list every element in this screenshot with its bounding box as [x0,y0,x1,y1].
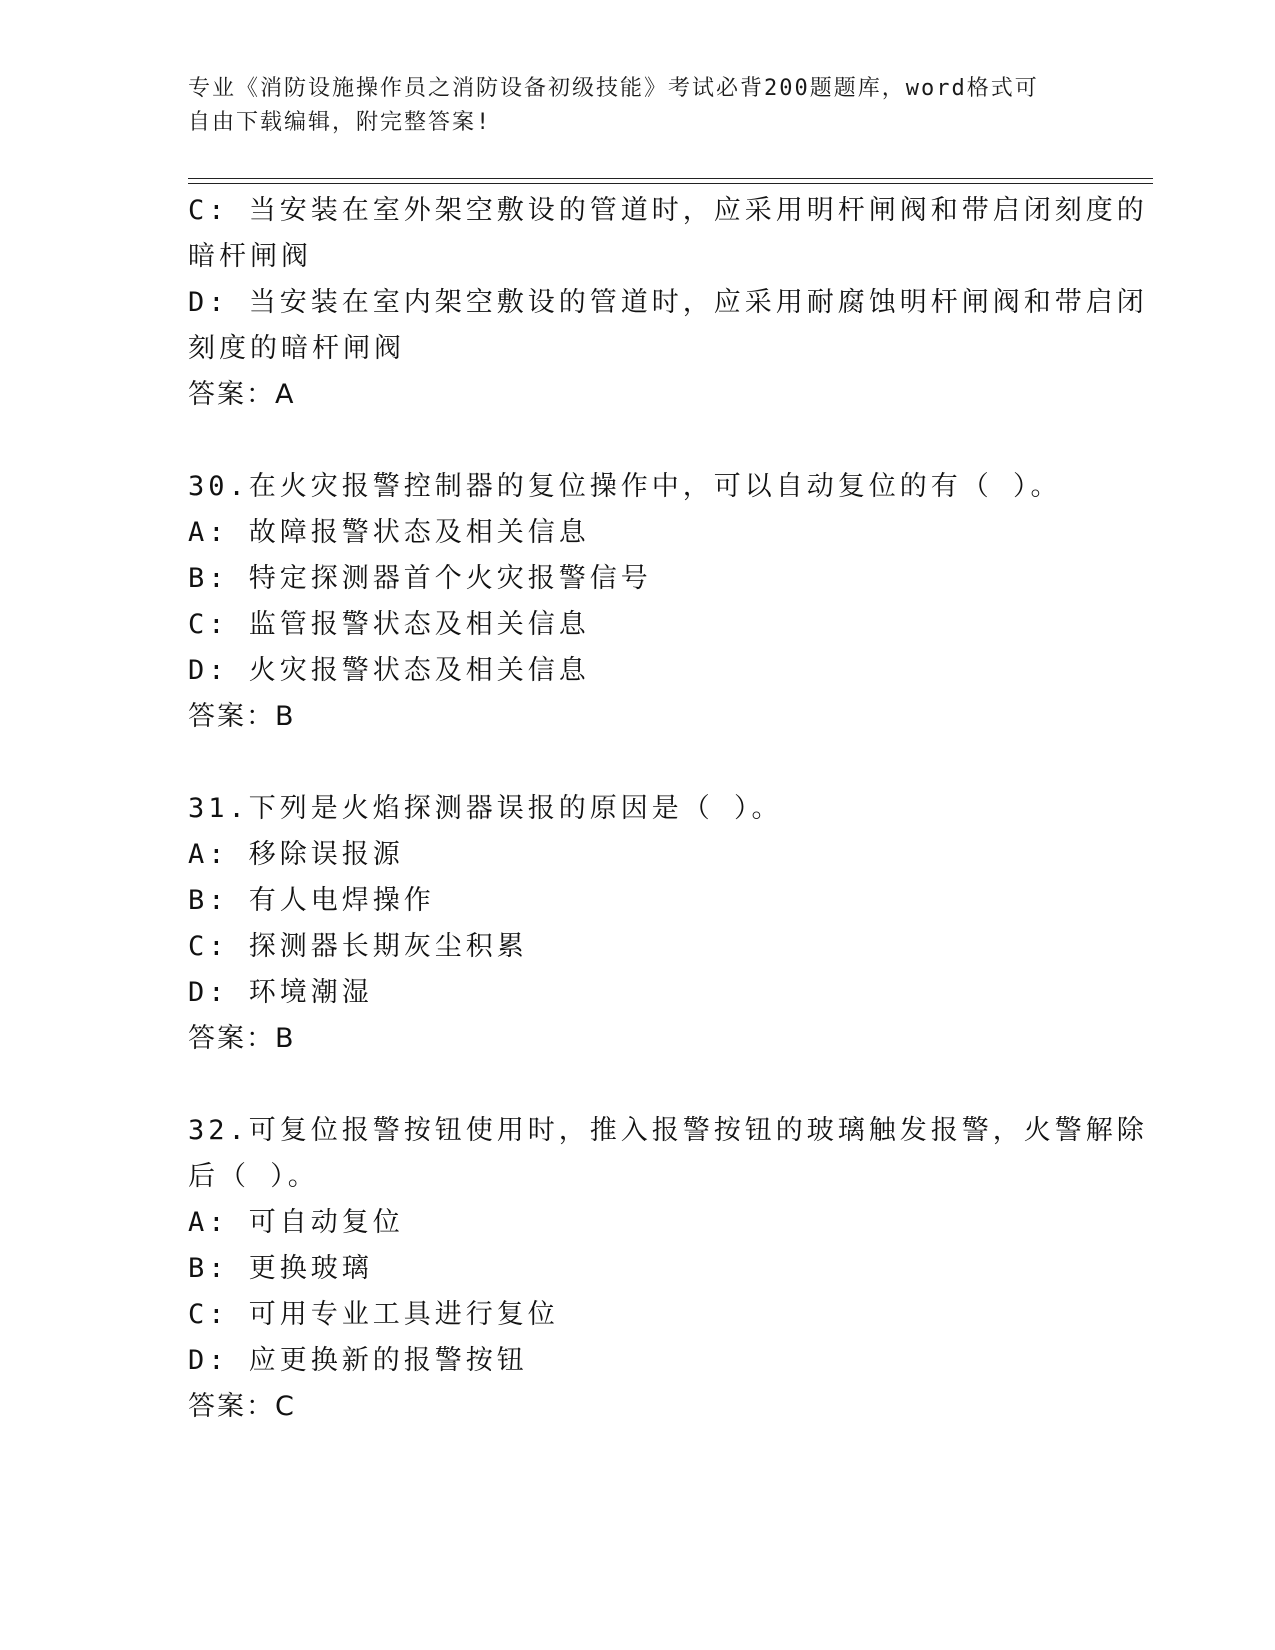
document-header [188,72,1088,140]
option-b: B: 更换玻璃 [188,1253,373,1284]
option-d-line-2: 刻度的暗杆闸阀 [188,333,405,364]
option-c-line-2: 暗杆闸阀 [188,241,312,272]
answer: 答案：C [188,1391,296,1422]
question-30 [188,464,1108,740]
option-d: D: 火灾报警状态及相关信息 [188,655,590,686]
option-c-line-1: C: 当安装在室外架空敷设的管道时，应采用明杆闸阀和带启闭刻度的 [188,195,1148,226]
question-31 [188,786,1108,1062]
option-c: C: 监管报警状态及相关信息 [188,609,590,640]
option-a: A: 可自动复位 [188,1207,404,1238]
answer: 答案：B [188,701,296,732]
option-b: B: 特定探测器首个火灾报警信号 [188,563,652,594]
header-rule-bottom [188,183,1153,184]
header-title-line-2: 自由下载编辑，附完整答案! [188,110,492,135]
option-c: C: 可用专业工具进行复位 [188,1299,559,1330]
question-text-line-1: 32.可复位报警按钮使用时，推入报警按钮的玻璃触发报警，火警解除 [188,1115,1148,1146]
option-a: A: 移除误报源 [188,839,404,870]
question-text: 31.下列是火焰探测器误报的原因是（ ）。 [188,793,783,824]
option-d: D: 环境潮湿 [188,977,373,1008]
option-d: D: 应更换新的报警按钮 [188,1345,528,1376]
header-rule-top [188,178,1153,179]
answer: 答案：A [188,379,296,410]
spacer [188,740,1108,786]
option-c: C: 探测器长期灰尘积累 [188,931,528,962]
answer: 答案：B [188,1023,296,1054]
option-b: B: 有人电焊操作 [188,885,435,916]
spacer [188,1062,1108,1108]
question-list [188,188,1148,1430]
previous-question-tail [188,188,1148,418]
spacer [188,418,1108,464]
question-text: 30.在火灾报警控制器的复位操作中，可以自动复位的有（ ）。 [188,471,1062,502]
option-a: A: 故障报警状态及相关信息 [188,517,590,548]
question-text-line-2: 后（ ）。 [188,1161,319,1192]
header-title-line-1: 专业《消防设施操作员之消防设备初级技能》考试必背200题题库，word格式可 [188,76,1039,101]
option-d-line-1: D: 当安装在室内架空敷设的管道时，应采用耐腐蚀明杆闸阀和带启闭 [188,287,1148,318]
question-32 [188,1108,1148,1430]
